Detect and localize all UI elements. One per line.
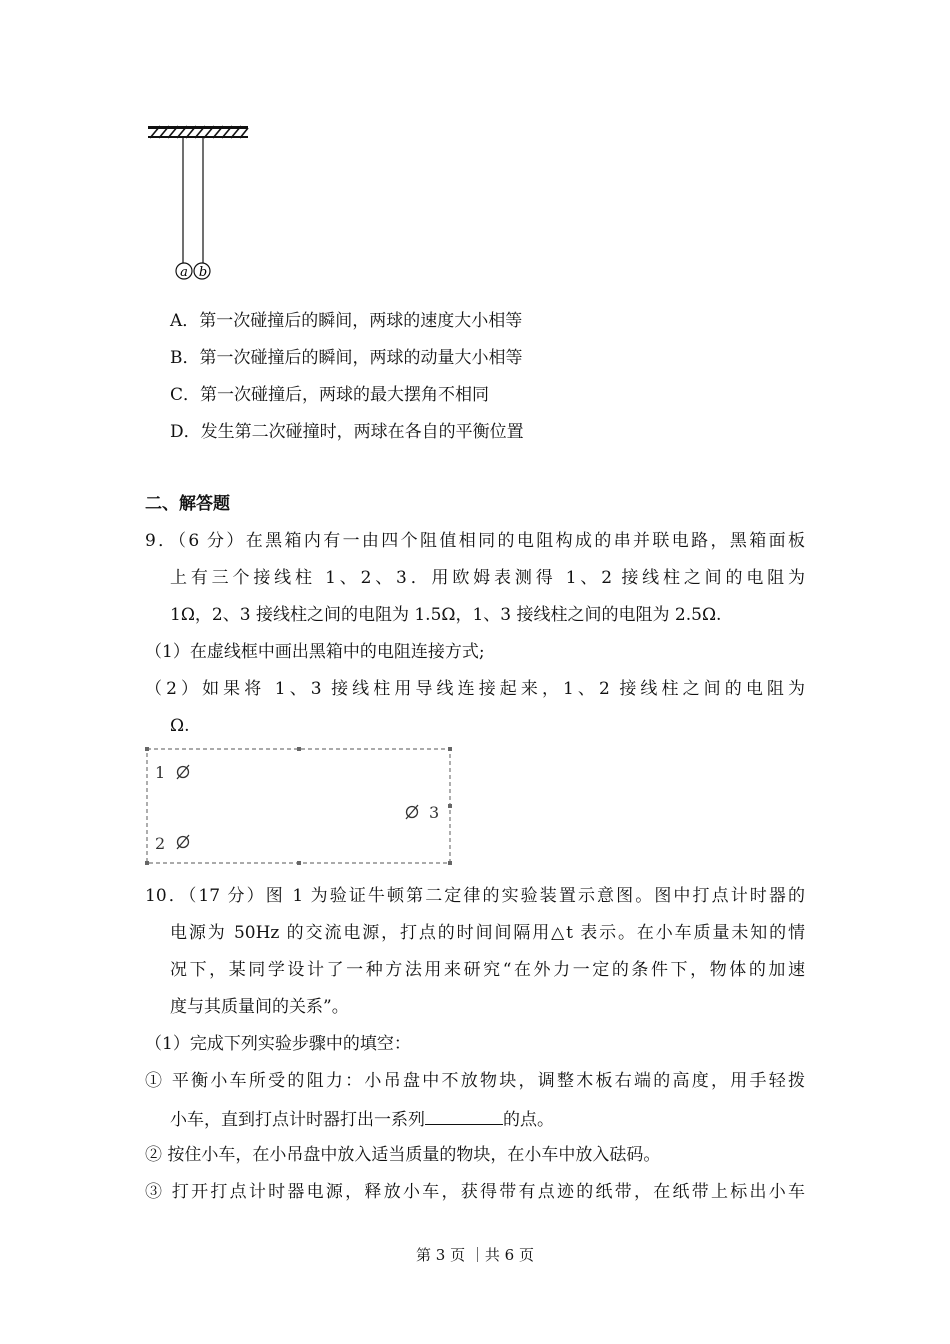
q10-line4: 度与其质量间的关系”。 — [170, 997, 349, 1017]
terminal-2-label: 2 — [155, 834, 166, 853]
ball-b-label: b — [198, 265, 208, 280]
page-footer: 第 3 页 ｜共 6 页 — [416, 1246, 534, 1264]
pendulum-figure — [140, 120, 260, 290]
q9-sub2-line2: Ω. — [170, 716, 190, 736]
black-box-figure — [140, 742, 460, 870]
q10-line1: 10．（17 分）图 1 为验证牛顿第二定律的实验装置示意图。图中打点计时器的 — [145, 886, 805, 906]
option-b: B．第一次碰撞后的瞬间，两球的动量大小相等 — [170, 348, 523, 368]
q10-sub1: （1）完成下列实验步骤中的填空： — [145, 1034, 411, 1054]
q9-line2: 上有三个接线柱 1、2、3．用欧姆表测得 1、2 接线柱之间的电阻为 — [170, 568, 805, 588]
q10-step3: ③ 打开打点计时器电源，释放小车，获得带有点迹的纸带，在纸带上标出小车 — [145, 1182, 805, 1202]
terminal-1-label: 1 — [155, 763, 166, 782]
q10-step2: ② 按住小车，在小吊盘中放入适当质量的物块，在小车中放入砝码。 — [145, 1145, 661, 1165]
terminal-3-icon — [406, 805, 418, 819]
fill-in-blank[interactable] — [425, 1106, 503, 1125]
q10-step1-line2 — [170, 1106, 554, 1132]
step1-text-after-blank: 的点。 — [503, 1110, 554, 1130]
option-c: C．第一次碰撞后，两球的最大摆角不相同 — [170, 385, 490, 405]
option-d: D．发生第二次碰撞时，两球在各自的平衡位置 — [170, 422, 524, 442]
q9-sub2-line1: （2）如果将 1、3 接线柱用导线连接起来，1、2 接线柱之间的电阻为 — [145, 679, 805, 699]
ball-a-label: a — [180, 265, 188, 280]
section-title: 二、解答题 — [145, 494, 230, 514]
terminal-3-label: 3 — [429, 803, 440, 822]
q9-line3: 1Ω，2、3 接线柱之间的电阻为 1.5Ω，1、3 接线柱之间的电阻为 2.5Ω. — [170, 605, 722, 625]
q10-line2: 电源为 50Hz 的交流电源，打点的时间间隔用△t 表示。在小车质量未知的情 — [170, 923, 805, 943]
q9-line1: 9．（6 分）在黑箱内有一由四个阻值相同的电阻构成的串并联电路，黑箱面板 — [145, 531, 805, 551]
q9-sub1: （1）在虚线框中画出黑箱中的电阻连接方式; — [145, 642, 485, 662]
option-a: A．第一次碰撞后的瞬间，两球的速度大小相等 — [170, 311, 523, 331]
terminal-2-icon — [177, 835, 189, 849]
q10-line3: 况下，某同学设计了一种方法用来研究“在外力一定的条件下，物体的加速 — [170, 960, 805, 980]
q10-step1-line1: ① 平衡小车所受的阻力：小吊盘中不放物块，调整木板右端的高度，用手轻拨 — [145, 1071, 805, 1091]
terminal-1-icon — [177, 765, 189, 779]
step1-text-before-blank: 小车，直到打点计时器打出一系列 — [170, 1110, 425, 1130]
